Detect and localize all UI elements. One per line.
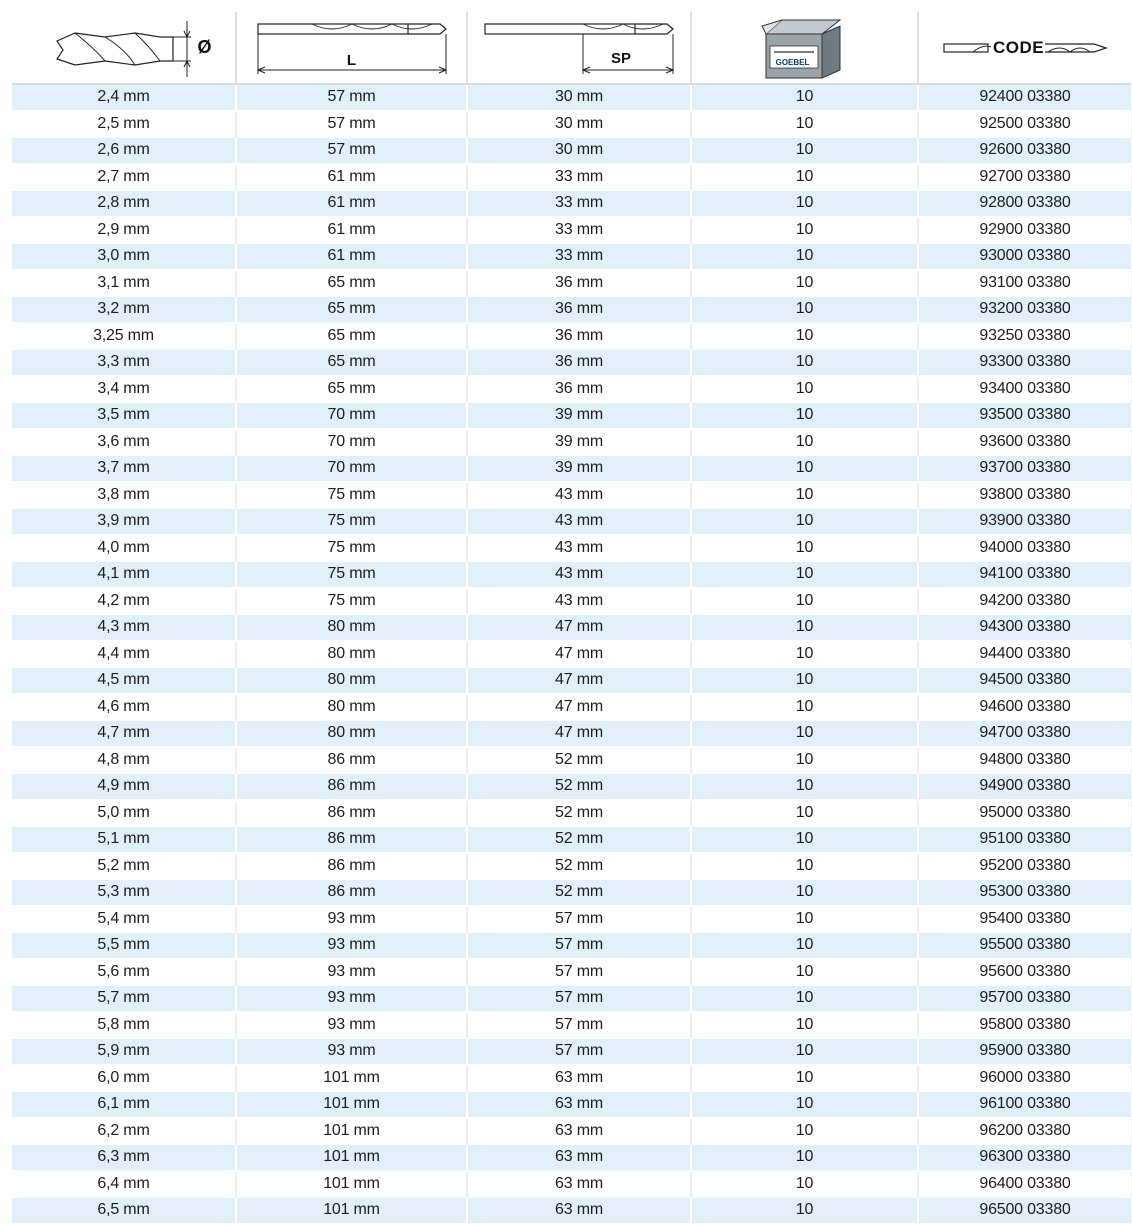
table-row [12,190,1132,217]
cell-length: 93 mm [236,1012,467,1039]
drill-spec-table-container [12,12,1132,1225]
cell-pack-qty: 10 [691,296,918,323]
cell-pack-qty: 10 [691,164,918,191]
table-row [12,773,1132,800]
cell-flute-length: 30 mm [467,84,691,111]
cell-diameter: 5,7 mm [12,985,236,1012]
cell-flute-length: 33 mm [467,217,691,244]
cell-diameter: 5,5 mm [12,932,236,959]
diameter-symbol: Ø [197,37,212,57]
cell-length: 80 mm [236,614,467,641]
cell-length: 57 mm [236,111,467,138]
header-diameter [12,12,236,84]
cell-article-code: 94800 03380 [918,747,1132,774]
cell-diameter: 4,3 mm [12,614,236,641]
cell-diameter: 2,9 mm [12,217,236,244]
cell-pack-qty: 10 [691,906,918,933]
cell-length: 101 mm [236,1197,467,1224]
cell-diameter: 4,2 mm [12,588,236,615]
cell-diameter: 4,5 mm [12,667,236,694]
table-row [12,111,1132,138]
cell-pack-qty: 10 [691,826,918,853]
cell-pack-qty: 10 [691,217,918,244]
cell-article-code: 93200 03380 [918,296,1132,323]
cell-diameter: 3,8 mm [12,482,236,509]
cell-flute-length: 63 mm [467,1118,691,1145]
cell-pack-qty: 10 [691,429,918,456]
table-row [12,694,1132,721]
cell-article-code: 94900 03380 [918,773,1132,800]
table-row [12,1118,1132,1145]
cell-length: 75 mm [236,482,467,509]
cell-article-code: 93600 03380 [918,429,1132,456]
cell-flute-length: 57 mm [467,1038,691,1065]
cell-article-code: 93250 03380 [918,323,1132,350]
cell-length: 75 mm [236,588,467,615]
cell-article-code: 95300 03380 [918,879,1132,906]
cell-article-code: 94100 03380 [918,561,1132,588]
table-row [12,402,1132,429]
cell-length: 65 mm [236,296,467,323]
cell-flute-length: 47 mm [467,667,691,694]
cell-diameter: 5,3 mm [12,879,236,906]
drill-flute-icon [479,18,679,78]
cell-flute-length: 43 mm [467,508,691,535]
cell-diameter: 3,1 mm [12,270,236,297]
cell-pack-qty: 10 [691,111,918,138]
cell-article-code: 94500 03380 [918,667,1132,694]
cell-pack-qty: 10 [691,614,918,641]
cell-pack-qty: 10 [691,243,918,270]
cell-diameter: 6,4 mm [12,1171,236,1198]
cell-diameter: 5,0 mm [12,800,236,827]
cell-diameter: 5,2 mm [12,853,236,880]
cell-flute-length: 63 mm [467,1065,691,1092]
cell-article-code: 95100 03380 [918,826,1132,853]
cell-article-code: 93800 03380 [918,482,1132,509]
table-row [12,667,1132,694]
cell-flute-length: 43 mm [467,482,691,509]
cell-flute-length: 47 mm [467,614,691,641]
cell-pack-qty: 10 [691,535,918,562]
cell-pack-qty: 10 [691,349,918,376]
cell-length: 80 mm [236,694,467,721]
cell-diameter: 5,1 mm [12,826,236,853]
cell-length: 80 mm [236,667,467,694]
cell-article-code: 94600 03380 [918,694,1132,721]
cell-article-code: 92600 03380 [918,137,1132,164]
cell-diameter: 2,8 mm [12,190,236,217]
cell-flute-length: 52 mm [467,773,691,800]
cell-article-code: 95800 03380 [918,1012,1132,1039]
cell-length: 101 mm [236,1091,467,1118]
length-label: L [346,52,357,69]
cell-length: 61 mm [236,190,467,217]
cell-flute-length: 43 mm [467,561,691,588]
cell-article-code: 95900 03380 [918,1038,1132,1065]
cell-length: 80 mm [236,641,467,668]
cell-diameter: 3,4 mm [12,376,236,403]
cell-article-code: 96300 03380 [918,1144,1132,1171]
cell-diameter: 2,6 mm [12,137,236,164]
cell-pack-qty: 10 [691,84,918,111]
cell-length: 86 mm [236,879,467,906]
cell-diameter: 4,4 mm [12,641,236,668]
cell-length: 70 mm [236,429,467,456]
cell-flute-length: 36 mm [467,349,691,376]
cell-article-code: 94200 03380 [918,588,1132,615]
code-label: CODE [992,37,1045,57]
cell-length: 75 mm [236,561,467,588]
cell-length: 101 mm [236,1144,467,1171]
cell-pack-qty: 10 [691,270,918,297]
cell-length: 75 mm [236,508,467,535]
cell-flute-length: 36 mm [467,270,691,297]
cell-flute-length: 47 mm [467,720,691,747]
cell-diameter: 4,6 mm [12,694,236,721]
cell-flute-length: 43 mm [467,535,691,562]
cell-length: 93 mm [236,932,467,959]
cell-flute-length: 52 mm [467,800,691,827]
table-row [12,1038,1132,1065]
table-row [12,932,1132,959]
drill-code-icon-right [1044,41,1108,55]
cell-length: 75 mm [236,535,467,562]
cell-diameter: 3,5 mm [12,402,236,429]
cell-length: 65 mm [236,323,467,350]
cell-pack-qty: 10 [691,747,918,774]
cell-pack-qty: 10 [691,1012,918,1039]
cell-article-code: 95200 03380 [918,853,1132,880]
cell-pack-qty: 10 [691,1197,918,1224]
cell-length: 93 mm [236,985,467,1012]
cell-article-code: 95000 03380 [918,800,1132,827]
cell-flute-length: 63 mm [467,1171,691,1198]
cell-length: 86 mm [236,747,467,774]
table-row [12,429,1132,456]
table-row [12,270,1132,297]
cell-article-code: 93000 03380 [918,243,1132,270]
cell-length: 65 mm [236,376,467,403]
cell-pack-qty: 10 [691,561,918,588]
cell-flute-length: 57 mm [467,959,691,986]
cell-length: 86 mm [236,800,467,827]
cell-diameter: 6,3 mm [12,1144,236,1171]
cell-article-code: 94700 03380 [918,720,1132,747]
table-row [12,561,1132,588]
table-row [12,84,1132,111]
cell-flute-length: 52 mm [467,747,691,774]
cell-pack-qty: 10 [691,588,918,615]
cell-article-code: 96200 03380 [918,1118,1132,1145]
cell-article-code: 96500 03380 [918,1197,1132,1224]
table-row [12,455,1132,482]
table-row [12,747,1132,774]
cell-article-code: 93900 03380 [918,508,1132,535]
cell-length: 61 mm [236,243,467,270]
cell-article-code: 92700 03380 [918,164,1132,191]
cell-diameter: 2,4 mm [12,84,236,111]
cell-length: 61 mm [236,217,467,244]
cell-length: 101 mm [236,1065,467,1092]
cell-article-code: 96400 03380 [918,1171,1132,1198]
cell-length: 57 mm [236,84,467,111]
table-body [12,84,1132,1224]
cell-pack-qty: 10 [691,959,918,986]
table-row [12,614,1132,641]
cell-diameter: 5,9 mm [12,1038,236,1065]
table-row [12,164,1132,191]
cell-flute-length: 36 mm [467,323,691,350]
cell-diameter: 5,6 mm [12,959,236,986]
table-row [12,535,1132,562]
table-row [12,588,1132,615]
table-row [12,1091,1132,1118]
cell-length: 65 mm [236,349,467,376]
table-row [12,906,1132,933]
cell-flute-length: 63 mm [467,1197,691,1224]
header-pack [691,12,918,84]
cell-flute-length: 33 mm [467,190,691,217]
cell-article-code: 93500 03380 [918,402,1132,429]
cell-flute-length: 63 mm [467,1091,691,1118]
flute-label: SP [610,50,631,67]
table-row [12,296,1132,323]
cell-pack-qty: 10 [691,1065,918,1092]
cell-article-code: 95500 03380 [918,932,1132,959]
cell-article-code: 92800 03380 [918,190,1132,217]
table-row [12,1144,1132,1171]
cell-flute-length: 33 mm [467,243,691,270]
cell-flute-length: 43 mm [467,588,691,615]
header-length [236,12,467,84]
cell-diameter: 3,2 mm [12,296,236,323]
cell-flute-length: 30 mm [467,111,691,138]
table-row [12,1065,1132,1092]
cell-diameter: 4,9 mm [12,773,236,800]
cell-article-code: 93300 03380 [918,349,1132,376]
cell-flute-length: 57 mm [467,906,691,933]
cell-length: 61 mm [236,164,467,191]
cell-flute-length: 36 mm [467,376,691,403]
cell-flute-length: 47 mm [467,694,691,721]
cell-pack-qty: 10 [691,932,918,959]
cell-flute-length: 30 mm [467,137,691,164]
drill-code-icon-left [943,41,993,55]
cell-pack-qty: 10 [691,323,918,350]
cell-pack-qty: 10 [691,376,918,403]
cell-pack-qty: 10 [691,455,918,482]
table-row [12,879,1132,906]
table-row [12,1171,1132,1198]
cell-flute-length: 39 mm [467,455,691,482]
table-row [12,853,1132,880]
cell-diameter: 3,3 mm [12,349,236,376]
table-row [12,1197,1132,1224]
cell-length: 57 mm [236,137,467,164]
table-row [12,508,1132,535]
cell-diameter: 3,7 mm [12,455,236,482]
table-row [12,137,1132,164]
cell-length: 93 mm [236,906,467,933]
cell-flute-length: 33 mm [467,164,691,191]
table-row [12,482,1132,509]
cell-flute-length: 57 mm [467,985,691,1012]
cell-pack-qty: 10 [691,1091,918,1118]
cell-article-code: 93400 03380 [918,376,1132,403]
cell-flute-length: 57 mm [467,932,691,959]
header-row [12,12,1132,84]
cell-pack-qty: 10 [691,1118,918,1145]
cell-pack-qty: 10 [691,508,918,535]
cell-flute-length: 63 mm [467,1144,691,1171]
cell-flute-length: 52 mm [467,826,691,853]
cell-pack-qty: 10 [691,853,918,880]
drill-spec-table [12,12,1132,1225]
cell-length: 86 mm [236,853,467,880]
cell-diameter: 5,8 mm [12,1012,236,1039]
cell-length: 70 mm [236,455,467,482]
cell-article-code: 95700 03380 [918,985,1132,1012]
cell-article-code: 95400 03380 [918,906,1132,933]
cell-article-code: 95600 03380 [918,959,1132,986]
table-row [12,376,1132,403]
cell-pack-qty: 10 [691,694,918,721]
cell-diameter: 3,9 mm [12,508,236,535]
drill-diameter-icon [35,15,205,81]
cell-length: 101 mm [236,1118,467,1145]
cell-article-code: 92500 03380 [918,111,1132,138]
cell-length: 93 mm [236,959,467,986]
cell-length: 93 mm [236,1038,467,1065]
table-row [12,641,1132,668]
table-row [12,243,1132,270]
cell-article-code: 93700 03380 [918,455,1132,482]
cell-length: 70 mm [236,402,467,429]
cell-diameter: 4,1 mm [12,561,236,588]
cell-pack-qty: 10 [691,985,918,1012]
header-code [918,12,1132,84]
cell-flute-length: 39 mm [467,429,691,456]
cell-flute-length: 52 mm [467,853,691,880]
cell-diameter: 6,5 mm [12,1197,236,1224]
cell-flute-length: 47 mm [467,641,691,668]
cell-pack-qty: 10 [691,190,918,217]
cell-diameter: 6,1 mm [12,1091,236,1118]
cell-diameter: 4,8 mm [12,747,236,774]
cell-flute-length: 36 mm [467,296,691,323]
cell-pack-qty: 10 [691,482,918,509]
table-row [12,826,1132,853]
cell-pack-qty: 10 [691,1144,918,1171]
cell-article-code: 96000 03380 [918,1065,1132,1092]
cell-pack-qty: 10 [691,1038,918,1065]
cell-diameter: 6,0 mm [12,1065,236,1092]
cell-diameter: 6,2 mm [12,1118,236,1145]
cell-flute-length: 57 mm [467,1012,691,1039]
cell-diameter: 5,4 mm [12,906,236,933]
cell-pack-qty: 10 [691,641,918,668]
cell-article-code: 96100 03380 [918,1091,1132,1118]
cell-pack-qty: 10 [691,1171,918,1198]
cell-pack-qty: 10 [691,137,918,164]
header-flute [467,12,691,84]
cell-length: 101 mm [236,1171,467,1198]
cell-diameter: 4,0 mm [12,535,236,562]
cell-pack-qty: 10 [691,402,918,429]
cell-article-code: 94400 03380 [918,641,1132,668]
cell-article-code: 93100 03380 [918,270,1132,297]
cell-pack-qty: 10 [691,720,918,747]
cell-length: 86 mm [236,773,467,800]
cell-flute-length: 39 mm [467,402,691,429]
cell-article-code: 94000 03380 [918,535,1132,562]
cell-diameter: 4,7 mm [12,720,236,747]
box-brand-label: GOEBEL [775,58,810,67]
table-row [12,323,1132,350]
cell-length: 80 mm [236,720,467,747]
cell-pack-qty: 10 [691,879,918,906]
table-row [12,217,1132,244]
cell-length: 86 mm [236,826,467,853]
cell-article-code: 94300 03380 [918,614,1132,641]
cell-diameter: 2,7 mm [12,164,236,191]
cell-flute-length: 52 mm [467,879,691,906]
cell-article-code: 92900 03380 [918,217,1132,244]
table-row [12,985,1132,1012]
cell-diameter: 3,0 mm [12,243,236,270]
cell-diameter: 3,6 mm [12,429,236,456]
cell-article-code: 92400 03380 [918,84,1132,111]
table-row [12,349,1132,376]
cell-diameter: 3,25 mm [12,323,236,350]
table-row [12,720,1132,747]
cell-pack-qty: 10 [691,773,918,800]
package-box-icon [760,16,850,80]
table-row [12,1012,1132,1039]
cell-diameter: 2,5 mm [12,111,236,138]
cell-pack-qty: 10 [691,800,918,827]
table-row [12,959,1132,986]
table-row [12,800,1132,827]
cell-pack-qty: 10 [691,667,918,694]
cell-length: 65 mm [236,270,467,297]
